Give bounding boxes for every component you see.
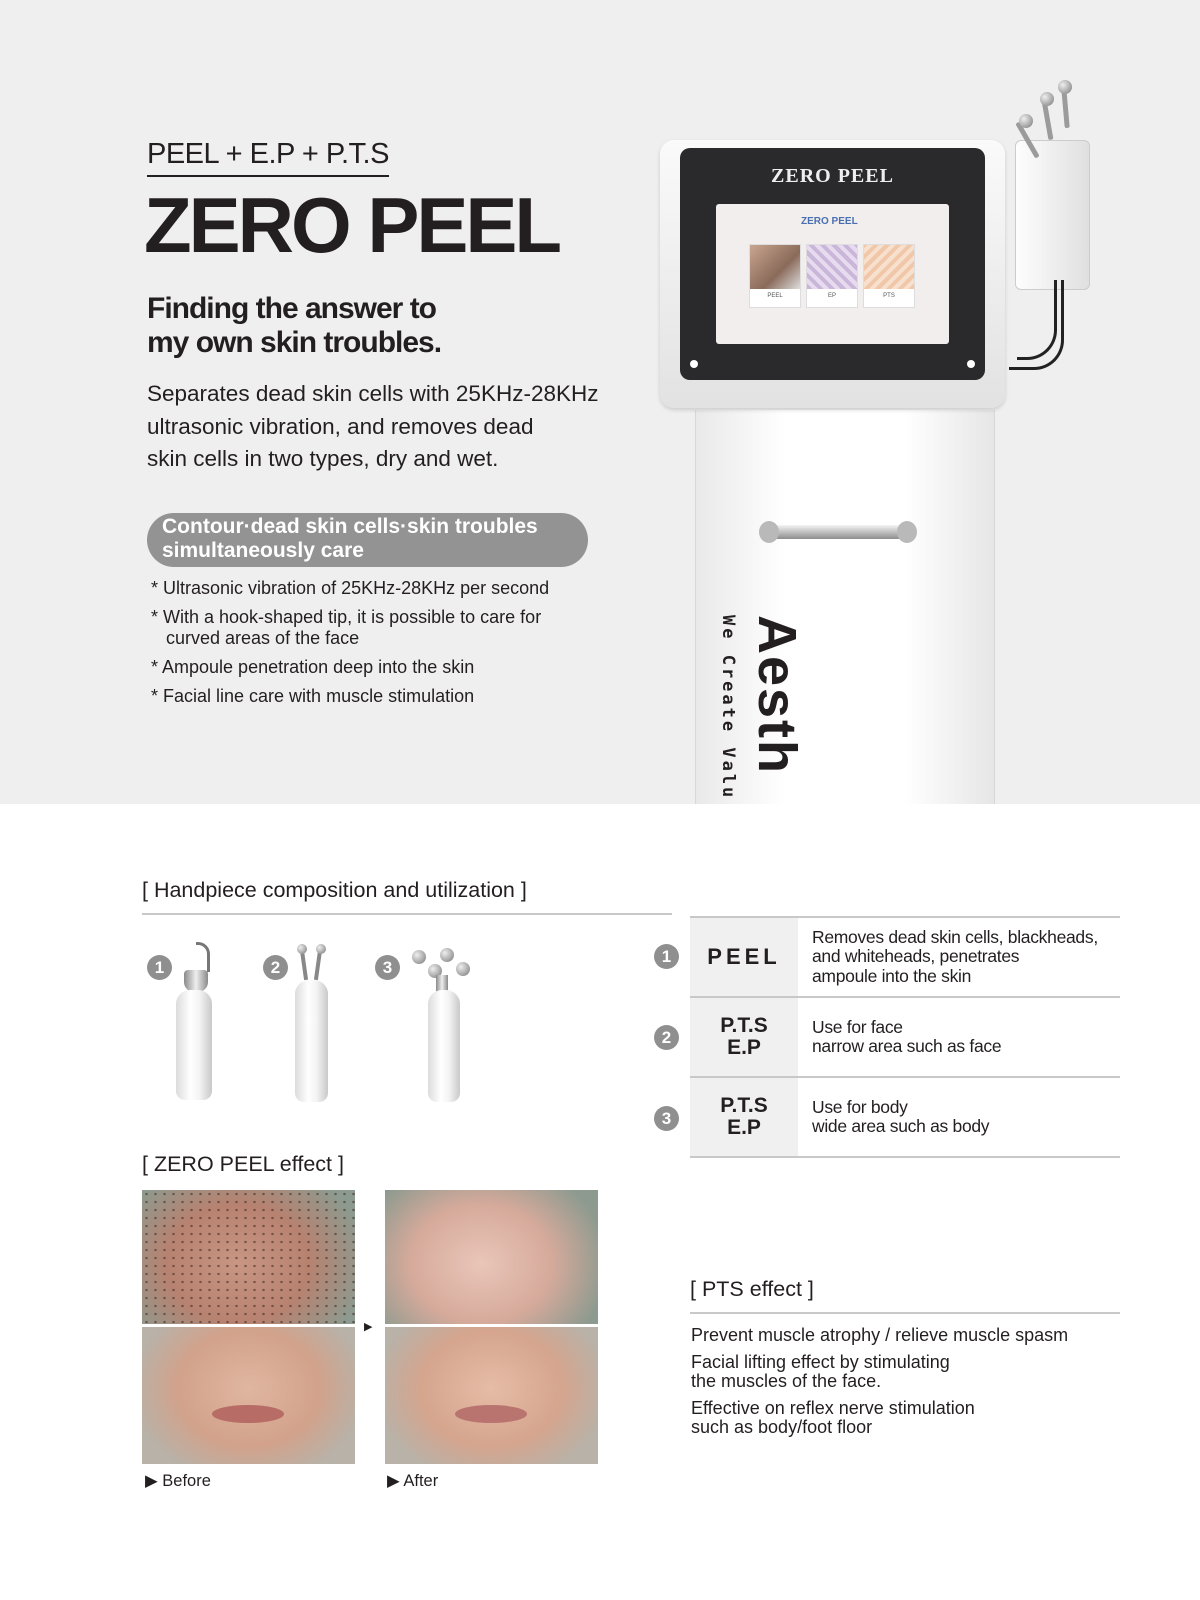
screen-tile-pts	[863, 244, 915, 308]
headline-line: my own skin troubles.	[147, 326, 442, 359]
bullet-item	[151, 657, 611, 678]
before-nose-image	[142, 1190, 355, 1324]
screen-dot	[967, 360, 975, 368]
row-code	[690, 1078, 798, 1156]
vertical-slogan-text: We Create Valu	[718, 615, 738, 801]
table-row-number: 1	[654, 944, 679, 969]
bullet-text: * Ultrasonic vibration of 25KHz-28KHz per second	[151, 578, 550, 598]
stand-handle	[763, 525, 913, 539]
screen-bezel	[680, 148, 985, 380]
device-screen	[716, 204, 949, 344]
headline	[147, 292, 617, 360]
bullet-item	[151, 578, 611, 599]
hook-tip	[196, 942, 210, 972]
handpiece-number: 2	[263, 955, 288, 980]
pts-line: such as body/foot floor	[691, 1417, 873, 1437]
handpiece-heading: [ Handpiece composition and utilization ]	[142, 878, 527, 902]
electrode-rod	[314, 950, 322, 980]
code-line: PEEL	[707, 944, 781, 969]
description-line: Use for face	[812, 1016, 903, 1037]
description-line: narrow area such as face	[812, 1036, 1002, 1056]
table-row-number: 2	[654, 1025, 679, 1050]
description-line: Use for body	[812, 1096, 908, 1117]
cable	[1009, 280, 1064, 370]
tile-label: PEEL	[767, 293, 783, 299]
screen-tile-peel	[749, 244, 801, 308]
screen-dot	[690, 360, 698, 368]
row-description	[812, 998, 1001, 1076]
row-description	[812, 918, 1098, 996]
handpiece-body	[428, 990, 460, 1102]
code-line: P.T.S	[720, 1014, 768, 1037]
handpiece-neck	[184, 970, 208, 992]
handpiece-body	[295, 980, 328, 1102]
holder-body	[1015, 140, 1090, 290]
electrode-ball	[297, 944, 307, 954]
electrode-ball	[316, 944, 326, 954]
pts-rule	[690, 1312, 1120, 1314]
handpiece-number: 3	[375, 955, 400, 980]
tile-label: PTS	[883, 293, 895, 299]
after-nose-image	[385, 1190, 598, 1324]
product-description	[147, 378, 647, 476]
tile-label: EP	[827, 293, 836, 299]
table-row-number: 3	[654, 1106, 679, 1131]
pts-line: Prevent muscle atrophy / relieve muscle spasm	[691, 1325, 1069, 1345]
code-line: P.T.S	[720, 1094, 768, 1117]
pts-line: the muscles of the face.	[691, 1371, 882, 1391]
description-line: ultrasonic vibration, and removes dead	[147, 413, 534, 439]
table-row	[690, 998, 1120, 1078]
headline-line: Finding the answer to	[147, 292, 437, 325]
bullet-text: * Ampoule penetration deep into the skin	[151, 657, 475, 677]
bullet-item	[151, 686, 611, 707]
table-row	[690, 1078, 1120, 1158]
code-line: E.P	[727, 1036, 761, 1059]
after-photo	[385, 1190, 598, 1464]
product-title: ZERO PEEL	[144, 181, 560, 269]
before-caption: ▶ Before	[145, 1472, 211, 1490]
handpiece-holder	[1005, 80, 1135, 340]
effect-heading: [ ZERO PEEL effect ]	[142, 1152, 344, 1176]
description-line: skin cells in two types, dry and wet.	[147, 446, 499, 471]
before-photo	[142, 1190, 355, 1464]
before-face-image	[142, 1327, 355, 1464]
code-line: E.P	[727, 1116, 761, 1139]
electrode-ball	[456, 962, 470, 976]
description-line: and whiteheads, penetrates	[812, 946, 1020, 967]
table-row	[690, 918, 1120, 998]
bezel-brand: ZERO PEEL	[771, 165, 894, 187]
tile-image	[864, 245, 914, 289]
pts-heading: [ PTS effect ]	[690, 1277, 814, 1301]
row-code	[690, 918, 798, 996]
screen-logo: ZERO PEEL	[801, 216, 858, 227]
device-monitor	[660, 140, 1005, 408]
row-description	[812, 1078, 989, 1156]
bullet-item	[151, 607, 611, 649]
product-subtitle: PEEL + E.P + P.T.S	[147, 138, 389, 177]
tile-image	[807, 245, 857, 289]
description-line: ampoule into the skin	[812, 965, 972, 986]
device-image	[665, 70, 1185, 804]
bullet-text: * With a hook-shaped tip, it is possible to care for	[151, 607, 542, 627]
tip-ball	[1058, 80, 1072, 94]
row-code	[690, 998, 798, 1076]
pts-effects	[691, 1326, 1131, 1438]
bullet-text: curved areas of the face	[166, 628, 360, 648]
device-stand	[695, 410, 995, 804]
handpiece-number: 1	[147, 955, 172, 980]
description-line: Separates dead skin cells with 25KHz-28KHz	[147, 381, 599, 406]
electrode-ball	[440, 948, 454, 962]
lips	[455, 1405, 527, 1423]
pts-line: Effective on reflex nerve stimulation	[691, 1397, 975, 1418]
feature-pill	[147, 513, 588, 567]
pts-line: Facial lifting effect by stimulating	[691, 1351, 950, 1372]
pill-line: simultaneously care	[162, 539, 364, 562]
after-caption: ▶ After	[387, 1472, 439, 1490]
electrode-rod	[300, 950, 308, 980]
lips	[212, 1405, 284, 1423]
arrow-icon: ▶	[364, 1321, 373, 1333]
screen-tile-ep	[806, 244, 858, 308]
tip-ball	[1040, 92, 1054, 106]
tip-ball	[1019, 114, 1033, 128]
electrode-ball	[412, 950, 426, 964]
bullet-text: * Facial line care with muscle stimulation	[151, 686, 475, 706]
heading-rule	[142, 913, 672, 915]
handpiece-body	[176, 990, 212, 1100]
tile-image	[750, 245, 800, 289]
vertical-brand-text: Aesth	[747, 615, 807, 776]
pore-texture	[142, 1190, 355, 1324]
after-face-image	[385, 1327, 598, 1464]
pill-line: Contour·dead skin cells·skin troubles	[162, 515, 538, 538]
description-line: wide area such as body	[812, 1116, 990, 1136]
description-line: Removes dead skin cells, blackheads,	[812, 926, 1098, 947]
feature-bullets	[151, 578, 611, 715]
handpiece-table	[690, 918, 1120, 1158]
